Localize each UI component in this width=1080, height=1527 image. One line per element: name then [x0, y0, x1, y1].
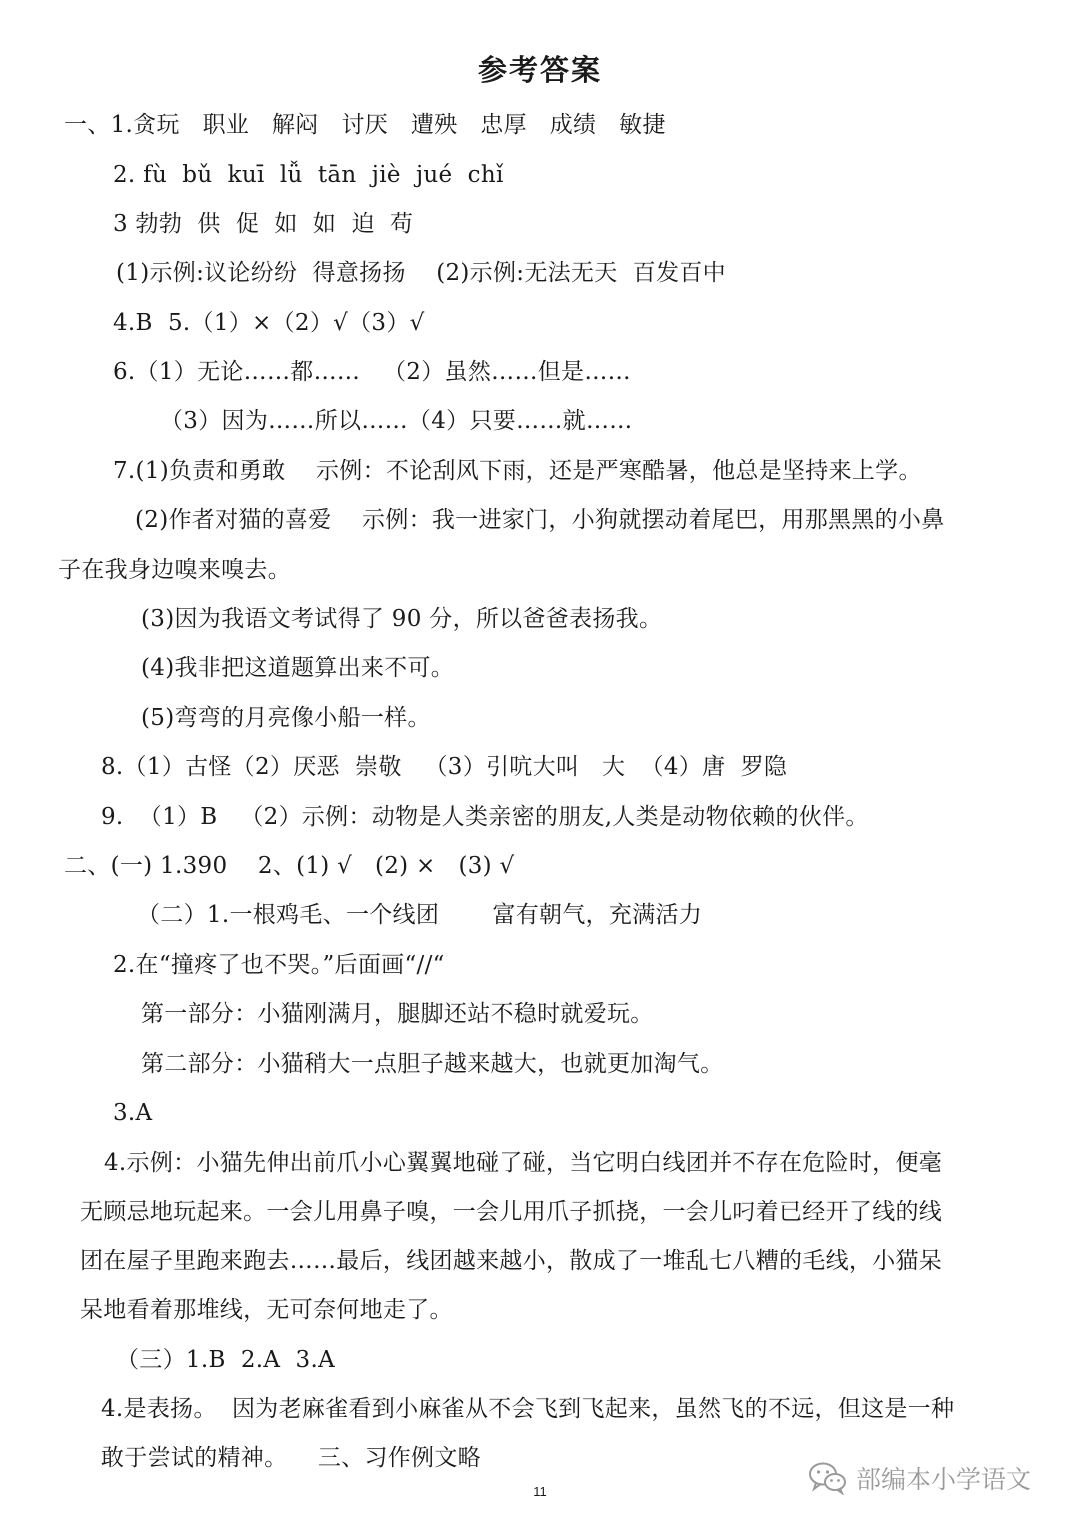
answer-line-18: 2.在“撞疼了也不哭。”后面画“//“: [113, 952, 445, 978]
watermark: [808, 1460, 1031, 1496]
answer-line-25: 呆地看着那堆线，无可奈何地走了。: [80, 1297, 453, 1323]
answer-line-19: 第一部分：小猫刚满月，腿脚还站不稳时就爱玩。: [141, 1001, 654, 1027]
answer-line-10: 子在我身边嗅来嗅去。: [58, 557, 291, 583]
answer-line-11: (3)因为我语文考试得了 90 分，所以爸爸表扬我。: [141, 606, 663, 632]
answer-line-27: 4.是表扬。 因为老麻雀看到小麻雀从不会飞到飞起来，虽然飞的不远，但这是一种: [101, 1396, 955, 1422]
watermark-text: 部编本小学语文: [856, 1465, 1032, 1494]
answer-line-23: 无顾忌地玩起来。一会儿用鼻子嗅，一会儿用爪子抓挠，一会儿叼着已经开了线的线: [80, 1199, 943, 1225]
answer-line-4: (1)示例:议论纷纷 得意扬扬 (2)示例:无法无天 百发百中: [116, 260, 726, 286]
page-number: 11: [533, 1484, 547, 1499]
answer-line-12: (4)我非把这道题算出来不可。: [141, 655, 455, 681]
answer-line-28: 敢于尝试的精神。 三、习作例文略: [101, 1445, 481, 1471]
answer-line-8: 7.(1)负责和勇敢 示例：不论刮风下雨，还是严寒酷暑，他总是坚持来上学。: [113, 458, 922, 484]
answer-line-3: 3 勃勃 供 促 如 如 迫 苟: [113, 211, 414, 237]
page-title: 参考答案: [477, 53, 602, 87]
answer-line-9: (2)作者对猫的喜爱 示例：我一进家门，小狗就摆动着尾巴，用那黑黑的小鼻: [135, 507, 945, 533]
answer-line-2: 2. fù bǔ kuī lǚ tān jiè jué chǐ: [113, 162, 504, 188]
answer-line-16: 二、(一) 1.390 2、(1) √ (2) × (3) √: [64, 853, 515, 879]
answer-line-24: 团在屋子里跑来跑去……最后，线团越来越小，散成了一堆乱七八糟的毛线，小猫呆: [80, 1248, 943, 1274]
answer-line-6: 6.（1）无论……都…… （2）虽然……但是……: [113, 359, 631, 385]
answer-line-7: （3）因为……所以……（4）只要……就……: [160, 408, 633, 434]
answer-line-14: 8.（1）古怪（2）厌恶 崇敬 （3）引吭大叫 大 （4）唐 罗隐: [101, 754, 788, 780]
answer-line-26: （三）1.B 2.A 3.A: [116, 1347, 335, 1373]
answer-line-13: (5)弯弯的月亮像小船一样。: [141, 705, 431, 731]
answer-line-15: 9. （1）B （2）示例：动物是人类亲密的朋友,人类是动物依赖的伙伴。: [101, 804, 869, 830]
answer-line-21: 3.A: [113, 1100, 153, 1126]
answer-line-17: （二）1.一根鸡毛、一个线团 富有朝气，充满活力: [137, 902, 703, 928]
answer-line-20: 第二部分：小猫稍大一点胆子越来越大，也就更加淘气。: [141, 1051, 724, 1077]
wechat-icon: [808, 1461, 848, 1495]
answer-line-1: 一、1.贪玩 职业 解闷 讨厌 遭殃 忠厚 成绩 敏捷: [64, 112, 666, 138]
answer-line-22: 4.示例：小猫先伸出前爪小心翼翼地碰了碰，当它明白线团并不存在危险时，便毫: [104, 1150, 943, 1176]
answer-line-5: 4.B 5.（1）×（2）√（3）√: [113, 310, 425, 336]
